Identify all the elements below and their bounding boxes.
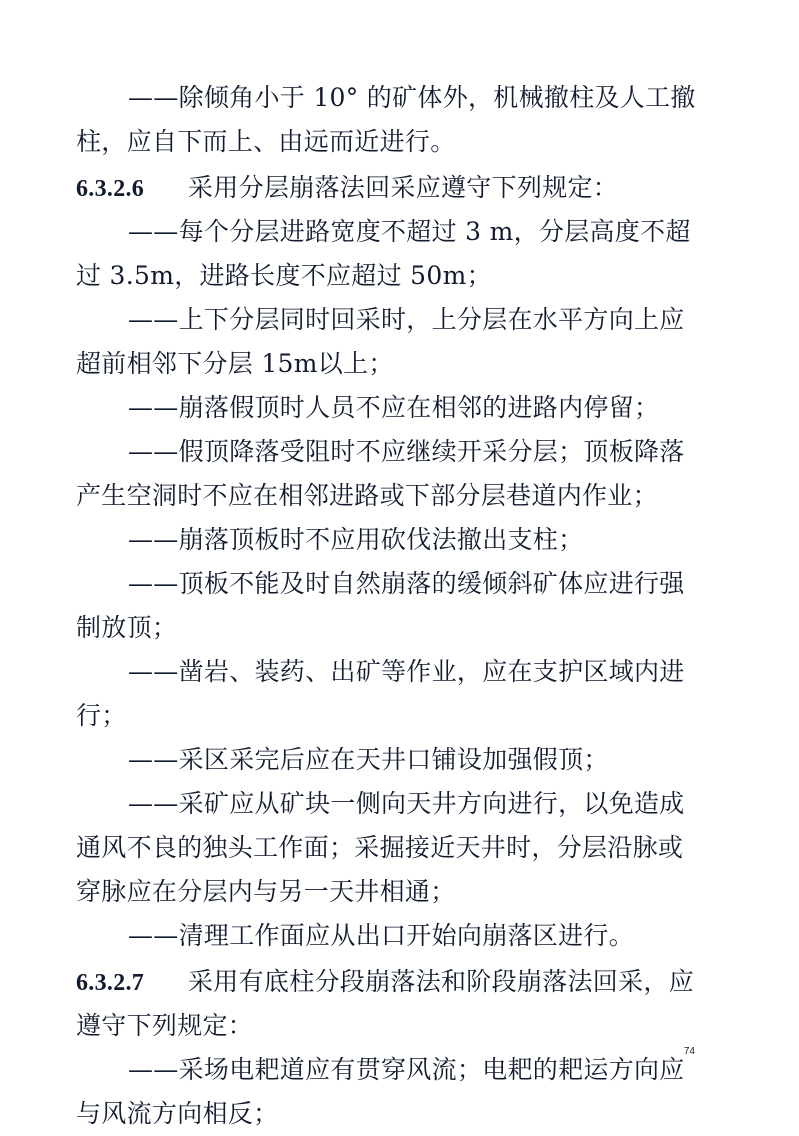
text-line: ——崩落假顶时人员不应在相邻的进路内停留；: [128, 393, 660, 422]
clause-heading: [76, 960, 726, 1004]
document-body: [76, 76, 726, 1136]
text-line: 产生空洞时不应在相邻进路或下部分层巷道内作业；: [76, 481, 658, 510]
clause-number: 6.3.2.7: [76, 970, 145, 996]
text-line: 过 3.5m，进路长度不应超过 50m；: [76, 261, 492, 290]
text-line: ——崩落顶板时不应用砍伐法撤出支柱；: [128, 525, 584, 554]
text-line: 与风流方向相反；: [76, 1099, 279, 1128]
text-line: ——采矿应从矿块一侧向天井方向进行，以免造成: [128, 789, 685, 818]
text-line: ——假顶降落受阻时不应继续开采分层；顶板降落: [128, 437, 685, 466]
text-line: 超前相邻下分层 15m以上；: [76, 349, 394, 378]
text-line: ——采区采完后应在天井口铺设加强假顶；: [128, 745, 609, 774]
clause-text: 采用有底柱分段崩落法和阶段崩落法回采，应: [188, 967, 695, 996]
text-line: 行；: [76, 701, 127, 730]
text-line: ——凿岩、装药、出矿等作业，应在支护区域内进: [128, 657, 685, 686]
text-line: 通风不良的独头工作面；采掘接近天井时，分层沿脉或: [76, 833, 684, 862]
clause-heading: [76, 166, 726, 210]
clause-number: 6.3.2.6: [76, 176, 145, 202]
text-line: 柱，应自下而上、由远而近进行。: [76, 127, 456, 156]
text-line: ——顶板不能及时自然崩落的缓倾斜矿体应进行强: [128, 569, 685, 598]
clause-text: 采用分层崩落法回采应遵守下列规定：: [188, 173, 619, 202]
text-line: ——除倾角小于 10° 的矿体外，机械撤柱及人工撤: [128, 83, 696, 112]
text-line: ——上下分层同时回采时，上分层在水平方向上应: [128, 305, 685, 334]
page-number: 74: [683, 1046, 695, 1057]
text-line: 制放顶；: [76, 613, 178, 642]
text-line: 穿脉应在分层内与另一天井相通；: [76, 877, 456, 906]
text-line: ——清理工作面应从出口开始向崩落区进行。: [128, 921, 635, 950]
text-line: ——每个分层进路宽度不超过 3 m，分层高度不超: [128, 217, 691, 246]
text-line: ——采场电耙道应有贯穿风流；电耙的耙运方向应: [128, 1055, 685, 1084]
text-line: 遵守下列规定：: [76, 1011, 254, 1040]
